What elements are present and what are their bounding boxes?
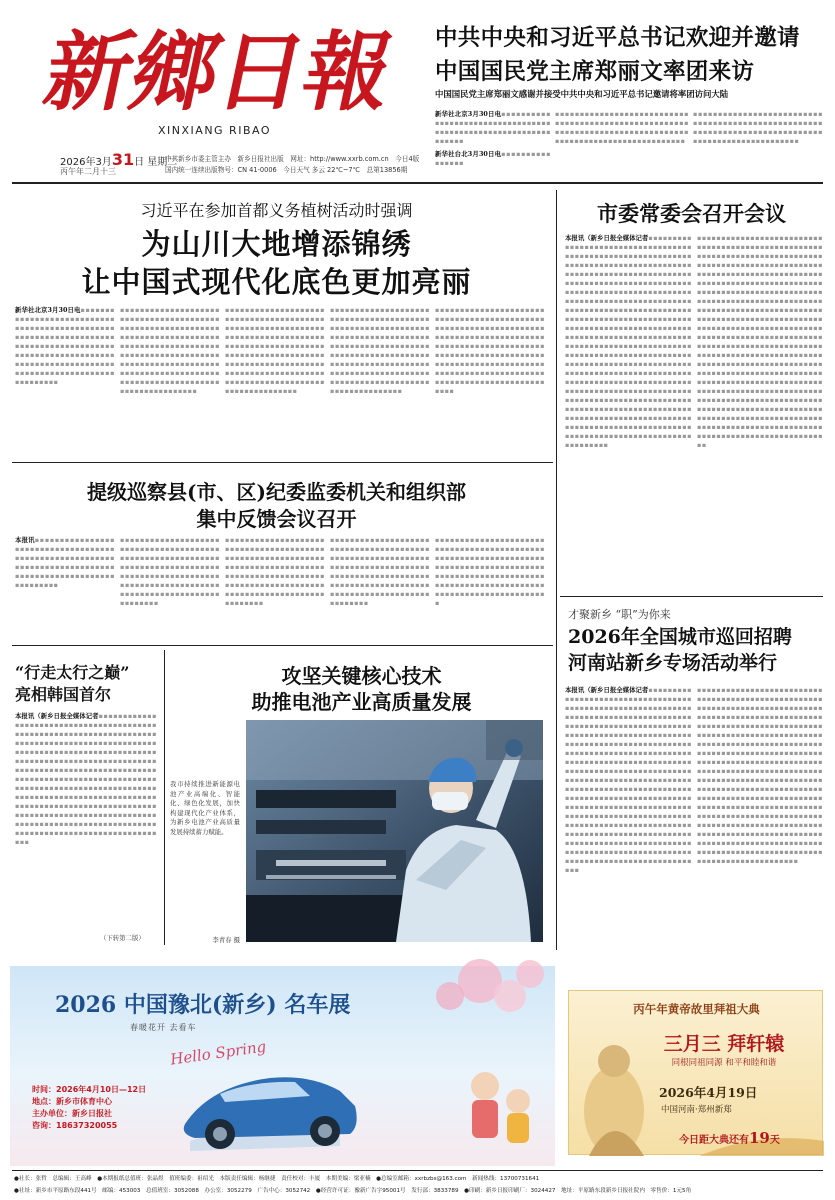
date-day: 31	[111, 150, 135, 169]
rule-commission-bottom	[12, 645, 553, 646]
rule-tree-bottom	[12, 462, 553, 463]
lead-subtitle: 中国国民党主席郑丽文感谢并接受中共中央和习近平总书记邀请将率团访问大陆	[435, 89, 729, 99]
commission-col-3: ▪▪▪▪▪▪▪▪▪▪▪▪▪▪▪▪▪▪▪▪▪▪▪▪▪▪▪▪▪▪▪▪▪▪▪▪▪▪▪▪▪▪▪▪▪▪▪▪▪▪▪▪▪▪▪▪▪▪▪▪▪▪▪▪▪▪▪▪▪▪▪▪▪▪▪▪▪▪▪▪▪▪▪▪▪▪▪▪▪▪▪▪▪▪▪▪▪▪▪▪▪▪▪▪▪▪▪▪▪▪▪▪▪▪▪▪▪▪▪▪▪▪▪▪▪▪▪▪▪▪▪▪▪▪▪▪▪▪▪▪▪▪▪▪▪▪▪▪	[225, 536, 325, 607]
car-expo-info	[32, 1084, 146, 1132]
standing-col-1: 本报讯（新乡日报全媒体记者▪▪▪▪▪▪▪▪▪▪▪▪▪▪▪▪▪▪▪▪▪▪▪▪▪▪▪▪▪▪▪▪▪▪▪▪▪▪▪▪▪▪▪▪▪▪▪▪▪▪▪▪▪▪▪▪▪▪▪▪▪▪▪▪▪▪▪▪▪▪▪▪▪▪▪▪▪▪▪▪▪▪▪▪▪▪▪▪▪▪▪▪▪▪▪▪▪▪▪▪▪▪▪▪▪▪▪▪▪▪▪▪▪▪▪▪▪▪▪▪▪▪▪▪▪▪▪▪▪▪▪▪▪▪▪▪▪▪▪▪▪▪▪▪▪▪▪▪▪▪▪▪▪▪▪▪▪▪▪▪▪▪▪▪▪▪▪▪▪▪▪▪▪▪▪▪▪▪▪▪▪▪▪▪▪▪▪▪▪▪▪▪▪▪▪▪▪▪▪▪▪▪▪▪▪▪▪▪▪▪▪▪▪▪▪▪▪▪▪▪▪▪▪▪▪▪▪▪▪▪▪▪▪▪▪▪▪▪▪▪▪▪▪▪▪▪▪▪▪▪▪▪▪▪▪▪▪▪▪▪▪▪▪▪▪▪▪▪▪▪▪▪▪▪▪▪▪▪▪▪▪▪▪▪▪▪▪▪▪▪▪▪▪▪▪▪▪▪▪▪▪▪▪▪▪▪▪▪▪▪▪▪▪▪▪▪▪▪▪▪▪▪▪▪▪▪▪▪▪▪▪▪▪▪▪▪▪▪▪▪▪▪▪▪▪▪▪▪▪▪▪▪▪▪▪▪▪▪▪▪▪▪▪▪▪▪▪▪▪▪▪▪▪▪▪▪▪▪▪▪▪▪▪▪▪▪▪▪▪▪▪▪▪▪▪▪▪▪▪▪▪▪▪▪▪▪▪▪▪▪▪▪▪▪▪▪▪▪▪▪▪▪▪▪▪▪▪▪▪▪▪▪▪▪▪▪▪▪▪▪▪▪▪▪▪▪▪▪▪▪▪▪▪▪▪▪▪▪▪▪▪▪▪▪▪▪▪▪▪▪▪▪▪▪▪▪▪▪▪▪▪▪▪▪▪▪▪▪▪▪▪▪▪▪▪▪▪▪▪▪▪▪▪▪▪▪▪▪▪▪▪▪▪▪▪▪▪▪▪▪▪▪▪▪▪▪▪▪▪▪▪▪▪▪▪▪▪▪▪▪▪▪▪▪▪▪▪▪▪▪▪▪▪▪▪▪▪▪▪▪▪▪▪▪▪▪▪▪▪▪▪▪▪▪▪▪▪▪▪▪▪▪▪▪▪▪▪▪▪▪	[565, 234, 693, 449]
jobs-dateline: 本报讯（新乡日报全媒体记者	[565, 686, 649, 694]
countdown-prefix: 今日距大典还有	[679, 1135, 749, 1146]
tree-kicker: 习近平在参加首都义务植树活动时强调	[140, 201, 413, 220]
lead-dateline: 新华社北京3月30日电	[435, 110, 502, 118]
ceremony-headline: 三月三 拜轩辕	[663, 1033, 785, 1055]
pinyin: XINXIANG RIBAO	[158, 124, 271, 137]
ceremony-slogan: 同根同祖同源 和平和睦和谐	[671, 1058, 777, 1068]
lunar-date: 丙午年二月十三	[60, 167, 116, 176]
car-expo-time: 时间：2026年4月10日—12日	[32, 1085, 147, 1094]
car-expo-title: 2026 中国豫北(新乡) 名车展	[55, 992, 351, 1018]
car-expo-place: 地点：新乡市体育中心	[32, 1097, 112, 1106]
tree-col-2: ▪▪▪▪▪▪▪▪▪▪▪▪▪▪▪▪▪▪▪▪▪▪▪▪▪▪▪▪▪▪▪▪▪▪▪▪▪▪▪▪▪▪▪▪▪▪▪▪▪▪▪▪▪▪▪▪▪▪▪▪▪▪▪▪▪▪▪▪▪▪▪▪▪▪▪▪▪▪▪▪▪▪▪▪▪▪▪▪▪▪▪▪▪▪▪▪▪▪▪▪▪▪▪▪▪▪▪▪▪▪▪▪▪▪▪▪▪▪▪▪▪▪▪▪▪▪▪▪▪▪▪▪▪▪▪▪▪▪▪▪▪▪▪▪▪▪▪▪▪▪▪▪▪▪▪▪▪▪▪▪▪▪▪▪▪▪▪▪▪▪▪▪▪▪▪▪▪▪▪▪▪▪▪▪▪▪▪▪▪▪▪▪▪▪▪▪	[120, 306, 220, 395]
standing-title: 市委常委会召开会议	[597, 201, 786, 226]
tree-dateline: 新华社北京3月30日电	[15, 306, 81, 314]
jobs-col-2: ▪▪▪▪▪▪▪▪▪▪▪▪▪▪▪▪▪▪▪▪▪▪▪▪▪▪▪▪▪▪▪▪▪▪▪▪▪▪▪▪▪▪▪▪▪▪▪▪▪▪▪▪▪▪▪▪▪▪▪▪▪▪▪▪▪▪▪▪▪▪▪▪▪▪▪▪▪▪▪▪▪▪▪▪▪▪▪▪▪▪▪▪▪▪▪▪▪▪▪▪▪▪▪▪▪▪▪▪▪▪▪▪▪▪▪▪▪▪▪▪▪▪▪▪▪▪▪▪▪▪▪▪▪▪▪▪▪▪▪▪▪▪▪▪▪▪▪▪▪▪▪▪▪▪▪▪▪▪▪▪▪▪▪▪▪▪▪▪▪▪▪▪▪▪▪▪▪▪▪▪▪▪▪▪▪▪▪▪▪▪▪▪▪▪▪▪▪▪▪▪▪▪▪▪▪▪▪▪▪▪▪▪▪▪▪▪▪▪▪▪▪▪▪▪▪▪▪▪▪▪▪▪▪▪▪▪▪▪▪▪▪▪▪▪▪▪▪▪▪▪▪▪▪▪▪▪▪▪▪▪▪▪▪▪▪▪▪▪▪▪▪▪▪▪▪▪▪▪▪▪▪▪▪▪▪▪▪▪▪▪▪▪▪▪▪▪▪▪▪▪▪▪▪▪▪▪▪▪▪▪▪▪▪▪▪▪▪▪▪▪▪▪▪▪▪▪▪▪▪▪▪▪▪▪▪▪▪▪▪▪▪▪▪▪▪▪▪▪▪▪▪▪▪▪▪▪▪▪▪▪▪▪▪▪▪▪▪▪▪▪▪▪▪▪▪▪▪▪▪▪▪▪▪▪▪▪▪▪▪▪▪▪▪▪▪▪▪▪▪▪▪▪▪▪▪▪▪▪▪▪▪▪▪▪▪▪▪▪▪▪▪▪▪▪▪▪▪▪▪▪▪▪▪▪▪▪▪▪▪▪▪▪▪▪▪▪▪▪▪▪▪▪▪▪▪▪▪▪▪▪▪▪▪▪▪▪▪▪▪▪▪▪▪▪▪▪▪▪▪▪▪▪▪▪▪▪▪▪▪▪▪▪▪▪▪▪▪▪▪▪▪▪▪▪▪▪▪▪▪▪▪▪▪▪▪	[697, 686, 823, 865]
tree-col-1: 新华社北京3月30日电▪▪▪▪▪▪▪▪▪▪▪▪▪▪▪▪▪▪▪▪▪▪▪▪▪▪▪▪▪▪▪▪▪▪▪▪▪▪▪▪▪▪▪▪▪▪▪▪▪▪▪▪▪▪▪▪▪▪▪▪▪▪▪▪▪▪▪▪▪▪▪▪▪▪▪▪▪▪▪▪▪▪▪▪▪▪▪▪▪▪▪▪▪▪▪▪▪▪▪▪▪▪▪▪▪▪▪▪▪▪▪▪▪▪▪▪▪▪▪▪▪▪▪▪▪▪▪▪▪▪▪▪▪▪▪▪▪▪▪▪▪▪▪▪▪▪▪▪▪▪▪▪▪▪▪▪	[15, 306, 115, 386]
lead-col-1: 新华社北京3月30日电▪▪▪▪▪▪▪▪▪▪▪▪▪▪▪▪▪▪▪▪▪▪▪▪▪▪▪▪▪▪▪▪▪▪▪▪▪▪▪▪▪▪▪▪▪▪▪▪▪▪▪▪▪▪▪▪▪▪▪▪▪▪▪▪	[435, 110, 552, 145]
battery-credit: 李青春 摄	[212, 936, 240, 944]
ceremony-title: 丙午年黄帝故里拜祖大典	[633, 1002, 760, 1016]
ceremony-place: 中国河南·郑州新郑	[661, 1105, 732, 1115]
battery-photo	[246, 720, 543, 942]
commission-title-1: 提级巡察县(市、区)纪委监委机关和组织部	[87, 480, 466, 504]
ceremony-ad[interactable]	[568, 990, 823, 1155]
car-expo-ad[interactable]	[10, 966, 555, 1166]
factory-worker-illustration	[246, 720, 543, 942]
tree-col-5: ▪▪▪▪▪▪▪▪▪▪▪▪▪▪▪▪▪▪▪▪▪▪▪▪▪▪▪▪▪▪▪▪▪▪▪▪▪▪▪▪▪▪▪▪▪▪▪▪▪▪▪▪▪▪▪▪▪▪▪▪▪▪▪▪▪▪▪▪▪▪▪▪▪▪▪▪▪▪▪▪▪▪▪▪▪▪▪▪▪▪▪▪▪▪▪▪▪▪▪▪▪▪▪▪▪▪▪▪▪▪▪▪▪▪▪▪▪▪▪▪▪▪▪▪▪▪▪▪▪▪▪▪▪▪▪▪▪▪▪▪▪▪▪▪▪▪▪▪▪▪▪▪▪▪▪▪▪▪▪▪▪▪▪▪▪▪▪▪▪▪▪▪▪▪▪▪▪▪▪▪▪▪▪▪▪▪▪▪▪▪▪▪▪▪▪▪▪▪▪▪▪▪	[435, 306, 545, 395]
car-expo-script: Hello Spring	[169, 1037, 268, 1069]
jobs-title-1: 2026年全国城市巡回招聘	[568, 626, 792, 648]
battery-title-1: 攻坚关键核心技术	[281, 664, 442, 688]
peak-dateline: 本报讯（新乡日报全媒体记者	[15, 712, 99, 720]
peak-continued: （下转第二版）	[100, 934, 145, 942]
jobs-col-1: 本报讯（新乡日报全媒体记者▪▪▪▪▪▪▪▪▪▪▪▪▪▪▪▪▪▪▪▪▪▪▪▪▪▪▪▪▪▪▪▪▪▪▪▪▪▪▪▪▪▪▪▪▪▪▪▪▪▪▪▪▪▪▪▪▪▪▪▪▪▪▪▪▪▪▪▪▪▪▪▪▪▪▪▪▪▪▪▪▪▪▪▪▪▪▪▪▪▪▪▪▪▪▪▪▪▪▪▪▪▪▪▪▪▪▪▪▪▪▪▪▪▪▪▪▪▪▪▪▪▪▪▪▪▪▪▪▪▪▪▪▪▪▪▪▪▪▪▪▪▪▪▪▪▪▪▪▪▪▪▪▪▪▪▪▪▪▪▪▪▪▪▪▪▪▪▪▪▪▪▪▪▪▪▪▪▪▪▪▪▪▪▪▪▪▪▪▪▪▪▪▪▪▪▪▪▪▪▪▪▪▪▪▪▪▪▪▪▪▪▪▪▪▪▪▪▪▪▪▪▪▪▪▪▪▪▪▪▪▪▪▪▪▪▪▪▪▪▪▪▪▪▪▪▪▪▪▪▪▪▪▪▪▪▪▪▪▪▪▪▪▪▪▪▪▪▪▪▪▪▪▪▪▪▪▪▪▪▪▪▪▪▪▪▪▪▪▪▪▪▪▪▪▪▪▪▪▪▪▪▪▪▪▪▪▪▪▪▪▪▪▪▪▪▪▪▪▪▪▪▪▪▪▪▪▪▪▪▪▪▪▪▪▪▪▪▪▪▪▪▪▪▪▪▪▪▪▪▪▪▪▪▪▪▪▪▪▪▪▪▪▪▪▪▪▪▪▪▪▪▪▪▪▪▪▪▪▪▪▪▪▪▪▪▪▪▪▪▪▪▪▪▪▪▪▪▪▪▪▪▪▪▪▪▪▪▪▪▪▪▪▪▪▪▪▪▪▪▪▪▪▪▪▪▪▪▪▪▪▪▪▪▪▪▪▪▪▪▪▪▪▪▪▪▪▪▪▪▪▪▪▪▪▪▪▪▪▪▪▪▪▪▪▪▪▪▪▪▪▪▪▪▪▪▪▪▪▪▪▪▪▪▪▪▪▪▪▪▪▪▪▪▪▪▪▪▪▪▪▪▪▪▪▪▪	[565, 686, 693, 874]
peak-title-1: “行走太行之巅”	[15, 663, 130, 682]
footer-line-1: ●社长：张哲 总编辑：王高峰 ●本期报纸总值班：张晶煜 值班编委：祖绍光 本版责任编辑：杨继捷 责任校对：丰厦 本期美编：梁亚楠 ●总编室邮箱：xxrbzbs@163.com 新闻热线：13700731641	[14, 1176, 540, 1182]
tree-title-2: 让中国式现代化底色更加亮丽	[81, 265, 472, 299]
info-line-2: 国内统一连续出版物号：CN 41-0006 今日天气 多云 22℃~7℃ 总第13856期	[165, 166, 408, 174]
tree-col-4: ▪▪▪▪▪▪▪▪▪▪▪▪▪▪▪▪▪▪▪▪▪▪▪▪▪▪▪▪▪▪▪▪▪▪▪▪▪▪▪▪▪▪▪▪▪▪▪▪▪▪▪▪▪▪▪▪▪▪▪▪▪▪▪▪▪▪▪▪▪▪▪▪▪▪▪▪▪▪▪▪▪▪▪▪▪▪▪▪▪▪▪▪▪▪▪▪▪▪▪▪▪▪▪▪▪▪▪▪▪▪▪▪▪▪▪▪▪▪▪▪▪▪▪▪▪▪▪▪▪▪▪▪▪▪▪▪▪▪▪▪▪▪▪▪▪▪▪▪▪▪▪▪▪▪▪▪▪▪▪▪▪▪▪▪▪▪▪▪▪▪▪▪▪▪▪▪▪▪▪▪▪▪▪▪▪▪▪▪▪▪▪▪▪▪▪	[330, 306, 430, 395]
rule-right-column	[556, 190, 557, 950]
lead-col-1b: 新华社台北3月30日电▪▪▪▪▪▪▪▪▪▪▪▪▪▪▪▪	[435, 150, 552, 167]
jobs-kicker: 才聚新乡 “职”为你来	[568, 608, 671, 621]
ceremony-countdown	[679, 1129, 780, 1147]
info-line-1: 中共新乡市委主管主办 新乡日报社出版 网址：http://www.xxrb.com.cn 今日4版	[165, 155, 420, 163]
commission-title-2: 集中反馈会议召开	[196, 507, 357, 531]
commission-dateline: 本报讯	[15, 536, 35, 544]
rule-peak-right	[164, 650, 165, 945]
newspaper-logo	[36, 10, 402, 123]
lead-dateline-2: 新华社台北3月30日电	[435, 150, 502, 158]
car-expo-phone: 咨询：18637320055	[32, 1121, 118, 1130]
ceremony-date: 2026年4月19日	[659, 1085, 758, 1100]
date-prefix: 2026年3月	[60, 157, 112, 168]
lead-col-3: ▪▪▪▪▪▪▪▪▪▪▪▪▪▪▪▪▪▪▪▪▪▪▪▪▪▪▪▪▪▪▪▪▪▪▪▪▪▪▪▪▪▪▪▪▪▪▪▪▪▪▪▪▪▪▪▪▪▪▪▪▪▪▪▪▪▪▪▪▪▪▪▪▪▪▪▪▪▪▪▪▪▪▪▪▪▪▪▪▪▪▪▪▪▪▪▪▪▪▪▪	[693, 110, 823, 145]
lead-title-1: 中共中央和习近平总书记欢迎并邀请	[435, 25, 800, 51]
commission-col-4: ▪▪▪▪▪▪▪▪▪▪▪▪▪▪▪▪▪▪▪▪▪▪▪▪▪▪▪▪▪▪▪▪▪▪▪▪▪▪▪▪▪▪▪▪▪▪▪▪▪▪▪▪▪▪▪▪▪▪▪▪▪▪▪▪▪▪▪▪▪▪▪▪▪▪▪▪▪▪▪▪▪▪▪▪▪▪▪▪▪▪▪▪▪▪▪▪▪▪▪▪▪▪▪▪▪▪▪▪▪▪▪▪▪▪▪▪▪▪▪▪▪▪▪▪▪▪▪▪▪▪▪▪▪▪▪▪▪▪▪▪▪▪▪▪▪▪▪▪	[330, 536, 430, 607]
lead-col-2: ▪▪▪▪▪▪▪▪▪▪▪▪▪▪▪▪▪▪▪▪▪▪▪▪▪▪▪▪▪▪▪▪▪▪▪▪▪▪▪▪▪▪▪▪▪▪▪▪▪▪▪▪▪▪▪▪▪▪▪▪▪▪▪▪▪▪▪▪▪▪▪▪▪▪▪▪▪▪▪▪▪▪▪▪▪▪▪▪▪▪▪▪▪▪▪▪▪▪▪▪▪▪▪▪▪▪▪▪	[555, 110, 689, 145]
footer-rule	[12, 1170, 823, 1171]
logo-brush-art	[36, 10, 402, 123]
tree-title-1: 为山川大地增添锦绣	[141, 227, 412, 261]
masthead-rule	[12, 182, 823, 184]
logo-text: 新鄉日報	[36, 20, 402, 123]
peak-body: 本报讯（新乡日报全媒体记者▪▪▪▪▪▪▪▪▪▪▪▪▪▪▪▪▪▪▪▪▪▪▪▪▪▪▪▪▪▪▪▪▪▪▪▪▪▪▪▪▪▪▪▪▪▪▪▪▪▪▪▪▪▪▪▪▪▪▪▪▪▪▪▪▪▪▪▪▪▪▪▪▪▪▪▪▪▪▪▪▪▪▪▪▪▪▪▪▪▪▪▪▪▪▪▪▪▪▪▪▪▪▪▪▪▪▪▪▪▪▪▪▪▪▪▪▪▪▪▪▪▪▪▪▪▪▪▪▪▪▪▪▪▪▪▪▪▪▪▪▪▪▪▪▪▪▪▪▪▪▪▪▪▪▪▪▪▪▪▪▪▪▪▪▪▪▪▪▪▪▪▪▪▪▪▪▪▪▪▪▪▪▪▪▪▪▪▪▪▪▪▪▪▪▪▪▪▪▪▪▪▪▪▪▪▪▪▪▪▪▪▪▪▪▪▪▪▪▪▪▪▪▪▪▪▪▪▪▪▪▪▪▪▪▪▪▪▪▪▪▪▪▪▪▪▪▪▪▪▪▪▪▪▪▪▪▪▪▪▪▪▪▪▪▪▪▪▪▪▪▪▪▪▪▪▪▪▪▪▪▪▪▪▪▪▪▪▪▪▪▪▪▪▪▪▪▪▪▪▪▪▪▪▪▪▪▪▪▪▪▪▪▪▪▪▪▪▪▪▪▪▪▪▪▪▪▪▪▪▪▪▪▪▪▪▪▪▪▪▪▪▪▪▪▪▪▪▪▪▪▪▪▪▪▪▪▪▪▪▪▪▪▪▪▪▪▪▪▪▪▪▪▪▪▪▪▪▪▪▪▪▪▪▪▪▪▪▪▪▪▪▪	[15, 712, 157, 846]
date-suffix: 日 星期二	[134, 157, 178, 168]
commission-col-2: ▪▪▪▪▪▪▪▪▪▪▪▪▪▪▪▪▪▪▪▪▪▪▪▪▪▪▪▪▪▪▪▪▪▪▪▪▪▪▪▪▪▪▪▪▪▪▪▪▪▪▪▪▪▪▪▪▪▪▪▪▪▪▪▪▪▪▪▪▪▪▪▪▪▪▪▪▪▪▪▪▪▪▪▪▪▪▪▪▪▪▪▪▪▪▪▪▪▪▪▪▪▪▪▪▪▪▪▪▪▪▪▪▪▪▪▪▪▪▪▪▪▪▪▪▪▪▪▪▪▪▪▪▪▪▪▪▪▪▪▪▪▪▪▪▪▪▪▪	[120, 536, 220, 607]
countdown-number: 19	[749, 1129, 770, 1147]
battery-caption: 我市持续推进新能源电池产业高端化、智能化、绿色化发展，加快构建现代化产业体系，为新乡电池产业高质量发展持续蓄力赋能。	[170, 780, 240, 836]
tree-col-3: ▪▪▪▪▪▪▪▪▪▪▪▪▪▪▪▪▪▪▪▪▪▪▪▪▪▪▪▪▪▪▪▪▪▪▪▪▪▪▪▪▪▪▪▪▪▪▪▪▪▪▪▪▪▪▪▪▪▪▪▪▪▪▪▪▪▪▪▪▪▪▪▪▪▪▪▪▪▪▪▪▪▪▪▪▪▪▪▪▪▪▪▪▪▪▪▪▪▪▪▪▪▪▪▪▪▪▪▪▪▪▪▪▪▪▪▪▪▪▪▪▪▪▪▪▪▪▪▪▪▪▪▪▪▪▪▪▪▪▪▪▪▪▪▪▪▪▪▪▪▪▪▪▪▪▪▪▪▪▪▪▪▪▪▪▪▪▪▪▪▪▪▪▪▪▪▪▪▪▪▪▪▪▪▪▪▪▪▪▪▪▪▪▪▪▪	[225, 306, 325, 395]
jobs-title-2: 河南站新乡专场活动举行	[568, 652, 778, 674]
car-expo-organizer: 主办单位：新乡日报社	[32, 1109, 112, 1118]
standing-dateline: 本报讯（新乡日报全媒体记者	[565, 234, 649, 242]
battery-title-2: 助推电池产业高质量发展	[251, 690, 472, 714]
standing-col-2: ▪▪▪▪▪▪▪▪▪▪▪▪▪▪▪▪▪▪▪▪▪▪▪▪▪▪▪▪▪▪▪▪▪▪▪▪▪▪▪▪▪▪▪▪▪▪▪▪▪▪▪▪▪▪▪▪▪▪▪▪▪▪▪▪▪▪▪▪▪▪▪▪▪▪▪▪▪▪▪▪▪▪▪▪▪▪▪▪▪▪▪▪▪▪▪▪▪▪▪▪▪▪▪▪▪▪▪▪▪▪▪▪▪▪▪▪▪▪▪▪▪▪▪▪▪▪▪▪▪▪▪▪▪▪▪▪▪▪▪▪▪▪▪▪▪▪▪▪▪▪▪▪▪▪▪▪▪▪▪▪▪▪▪▪▪▪▪▪▪▪▪▪▪▪▪▪▪▪▪▪▪▪▪▪▪▪▪▪▪▪▪▪▪▪▪▪▪▪▪▪▪▪▪▪▪▪▪▪▪▪▪▪▪▪▪▪▪▪▪▪▪▪▪▪▪▪▪▪▪▪▪▪▪▪▪▪▪▪▪▪▪▪▪▪▪▪▪▪▪▪▪▪▪▪▪▪▪▪▪▪▪▪▪▪▪▪▪▪▪▪▪▪▪▪▪▪▪▪▪▪▪▪▪▪▪▪▪▪▪▪▪▪▪▪▪▪▪▪▪▪▪▪▪▪▪▪▪▪▪▪▪▪▪▪▪▪▪▪▪▪▪▪▪▪▪▪▪▪▪▪▪▪▪▪▪▪▪▪▪▪▪▪▪▪▪▪▪▪▪▪▪▪▪▪▪▪▪▪▪▪▪▪▪▪▪▪▪▪▪▪▪▪▪▪▪▪▪▪▪▪▪▪▪▪▪▪▪▪▪▪▪▪▪▪▪▪▪▪▪▪▪▪▪▪▪▪▪▪▪▪▪▪▪▪▪▪▪▪▪▪▪▪▪▪▪▪▪▪▪▪▪▪▪▪▪▪▪▪▪▪▪▪▪▪▪▪▪▪▪▪▪▪▪▪▪▪▪▪▪▪▪▪▪▪▪▪▪▪▪▪▪▪▪▪▪▪▪▪▪▪▪▪▪▪▪▪▪▪▪▪▪▪▪▪▪▪▪▪▪▪▪▪▪▪▪▪▪▪▪▪▪▪▪▪▪▪▪▪▪▪▪▪▪▪▪▪▪▪▪▪▪▪▪▪▪▪▪▪▪▪▪▪▪▪▪▪▪▪▪▪▪▪▪▪▪▪▪▪▪▪▪▪▪▪▪▪▪▪▪▪▪▪▪▪▪▪▪▪▪▪▪▪▪▪▪▪▪▪▪▪▪▪▪▪▪▪▪▪▪▪	[697, 234, 823, 449]
rule-standing-bottom	[560, 596, 823, 597]
commission-col-1: 本报讯▪▪▪▪▪▪▪▪▪▪▪▪▪▪▪▪▪▪▪▪▪▪▪▪▪▪▪▪▪▪▪▪▪▪▪▪▪▪▪▪▪▪▪▪▪▪▪▪▪▪▪▪▪▪▪▪▪▪▪▪▪▪▪▪▪▪▪▪▪▪▪▪▪▪▪▪▪▪▪▪▪▪▪▪▪▪▪▪▪▪▪▪▪▪▪▪▪▪▪▪▪▪▪▪▪	[15, 536, 115, 589]
peak-title-2: 亮相韩国首尔	[15, 685, 112, 704]
footer-line-2: ●社址：新乡市平原路东段441号 邮编：453003 总值班室：3052088 办公室：3052279 广告中心：3052742 ●经营许可证：豫新广告字95001号 发行部：3833789 ●印刷：新乡日报印刷厂：3024427 地址：平原路东段新乡日报社院内 零售价：1元5角	[14, 1188, 692, 1194]
countdown-suffix: 天	[769, 1135, 780, 1146]
lead-title-2: 中国国民党主席郑丽文率团来访	[435, 59, 755, 85]
car-expo-tagline: 春暖花开 去看车	[130, 1023, 197, 1032]
commission-col-5: ▪▪▪▪▪▪▪▪▪▪▪▪▪▪▪▪▪▪▪▪▪▪▪▪▪▪▪▪▪▪▪▪▪▪▪▪▪▪▪▪▪▪▪▪▪▪▪▪▪▪▪▪▪▪▪▪▪▪▪▪▪▪▪▪▪▪▪▪▪▪▪▪▪▪▪▪▪▪▪▪▪▪▪▪▪▪▪▪▪▪▪▪▪▪▪▪▪▪▪▪▪▪▪▪▪▪▪▪▪▪▪▪▪▪▪▪▪▪▪▪▪▪▪▪▪▪▪▪▪▪▪▪▪▪▪▪▪▪▪▪▪▪▪▪▪▪▪▪▪▪▪▪▪▪▪	[435, 536, 545, 607]
